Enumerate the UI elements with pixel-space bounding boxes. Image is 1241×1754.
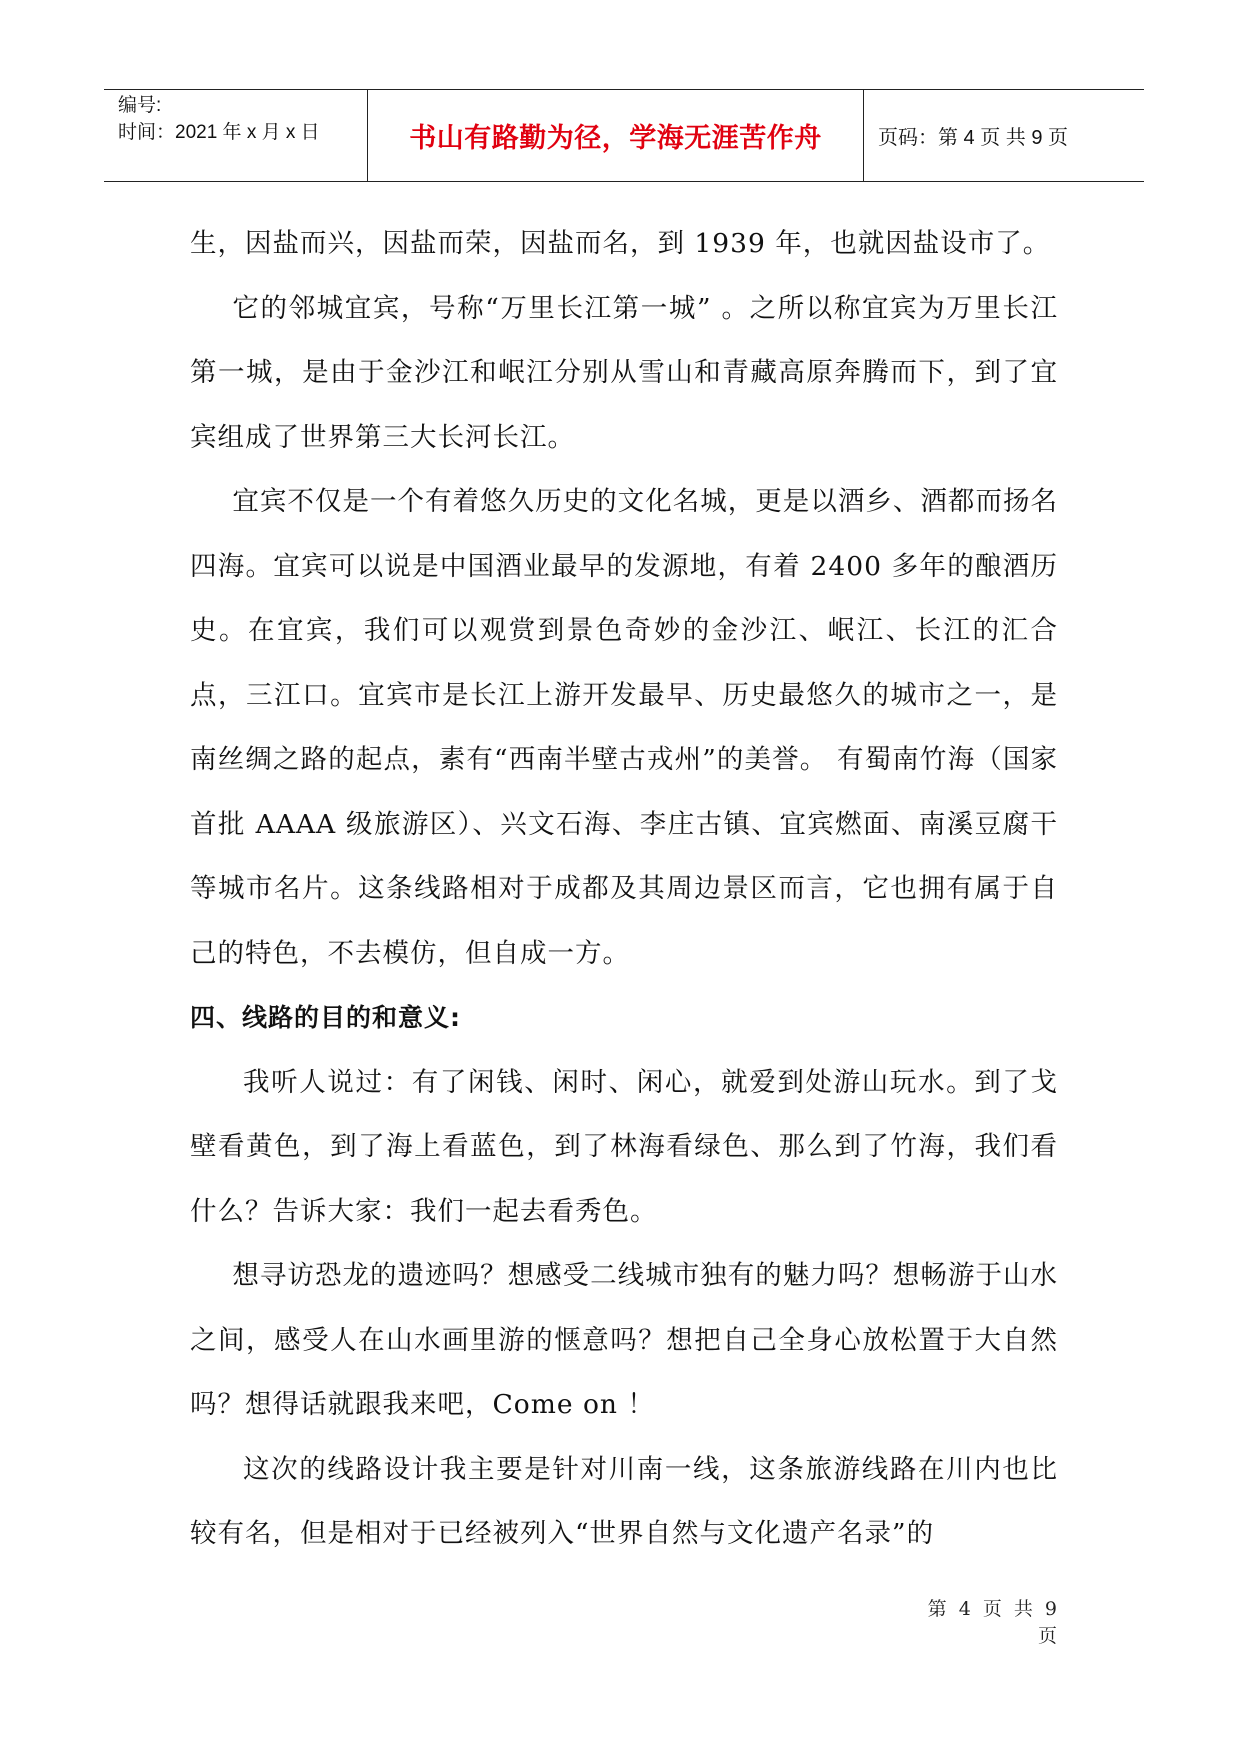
paragraph-6: 这次的线路设计我主要是针对川南一线，这条旅游线路在川内也比较有名，但是相对于已经被列入“世界自然与文化遗产名录”的 xyxy=(190,1453,1058,1549)
header-page-label: 页码：第 4 页 共 9 页 xyxy=(878,127,1069,149)
paragraph-3: 宜宾不仅是一个有着悠久历史的文化名城，更是以酒乡、酒都而扬名四海。宜宾可以说是中国酒业最早的发源地，有着 2400 多年的酿酒历史。在宜宾，我们可以观赏到景色奇妙的金沙江、岷江、长江的汇合点，三江口。宜宾市是长江上游开发最早、历史最悠久的城市之一，是南丝绸之路的起点，素有“西南半壁古戎州”的美誉。 有蜀南竹海（国家首批 AAAA 级旅游区）、兴文石海、李庄古镇、宜宾燃面、南溪豆腐干等城市名片。这条线路相对于成都及其周边景区而言，它也拥有属于自己的特色，不去模仿，但自成一方。 xyxy=(190,486,1058,969)
document-header xyxy=(104,89,1144,182)
header-meta xyxy=(104,90,368,181)
paragraph-4: 我听人说过：有了闲钱、闲时、闲心，就爱到处游山玩水。到了戈壁看黄色，到了海上看蓝色，到了林海看绿色、那么到了竹海，我们看什么？告诉大家：我们一起去看秀色。 xyxy=(190,1066,1058,1227)
section-heading-4: 四、线路的目的和意义: xyxy=(190,1003,461,1032)
paragraph-2: 它的邻城宜宾，号称“万里长江第一城” 。之所以称宜宾为万里长江第一城，是由于金沙江和岷江分别从雪山和青藏高原奔腾而下，到了宜宾组成了世界第三大长河长江。 xyxy=(190,292,1058,453)
number-label: 编号: xyxy=(118,95,162,116)
date-label: 时间：2021 年 x 月 x 日 xyxy=(118,122,320,143)
paragraph-1: 生，因盐而兴，因盐而荣，因盐而名，到 1939 年，也就因盐设市了。 xyxy=(190,228,1051,259)
page-footer: 第 4 页 共 9 页 xyxy=(927,1598,1060,1647)
document-body xyxy=(190,212,1058,1567)
header-motto: 书山有路勤为径，学海无涯苦作舟 xyxy=(368,90,864,181)
paragraph-5: 想寻访恐龙的遗迹吗？想感受二线城市独有的魅力吗？想畅游于山水之间，感受人在山水画里游的惬意吗？想把自己全身心放松置于大自然吗？想得话就跟我来吧，Come on ！ xyxy=(190,1260,1058,1420)
